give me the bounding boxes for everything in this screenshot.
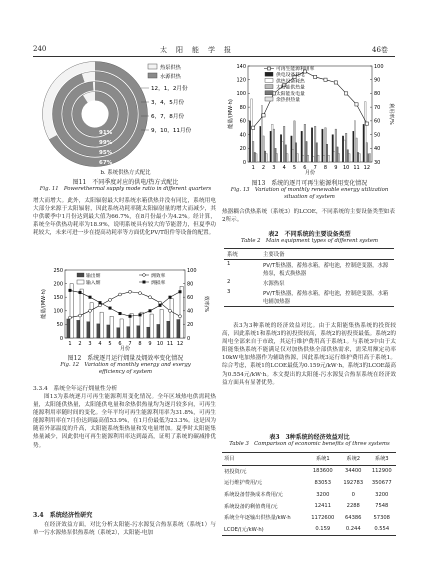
bar-3 bbox=[294, 121, 296, 162]
left-paragraph-1: 增大而增大。此外，太阳辐射最大时系统水箱供热并没有同比，系统用电大部分来源于太阳辐射，因此系统功耗率随太阳辐射量的增大而减少，其中供暖季中1月份达到最大值为66.7%，在8月份最小为4.2%。经计算，系统全年供热功耗率为18.9%，说明系统具有较大的节能潜力，但夏季功耗较大，未来可进一步在提高功耗率等方面优化PV/T组件等设备的配置。 bbox=[33, 198, 216, 237]
bar-1 bbox=[280, 135, 282, 162]
point-exergy-loss bbox=[99, 301, 102, 304]
legend-marker bbox=[143, 274, 146, 277]
bar-output-exergy bbox=[127, 327, 130, 338]
utilization-point bbox=[252, 126, 255, 129]
bar-output-exergy bbox=[177, 320, 180, 338]
y-tick-label: 40 bbox=[239, 132, 246, 139]
t3-cell: 0.554 bbox=[374, 526, 390, 533]
point-exergy-loss bbox=[79, 291, 82, 294]
bar-4 bbox=[306, 141, 308, 162]
x-tick-label: 10 bbox=[156, 341, 164, 347]
section-3-4: 3.4 系统经济性研究 bbox=[33, 512, 93, 519]
quarter-label: 6，7，8月份 bbox=[151, 114, 185, 120]
x-tick-label: 7 bbox=[128, 341, 132, 347]
point-exergy-eff bbox=[69, 316, 72, 319]
ring-heatpump-2 bbox=[83, 76, 95, 78]
bar-3 bbox=[325, 128, 327, 162]
y-tick-label: 250 bbox=[53, 267, 63, 274]
x-axis-title: 月份 bbox=[304, 170, 316, 176]
bar-output-exergy bbox=[107, 325, 110, 338]
percent-label: 99% bbox=[99, 140, 113, 146]
bar-2 bbox=[282, 141, 284, 162]
bar-output-exergy bbox=[77, 320, 80, 338]
left-paragraph-2: 图13为系统逐月可再生能源利用变化情况。全年区域热电供需耗热量，太阳能供热量，太阳能供电量和余热供热量均为逐月较多向，可再生能源利用率随时间的变化。全年平均可再生能源利用率为31.8%，可再生能源利用率在7月份达到最高值53.9%，在1月份最低为23.3%。这是因为随着外部温度的升高，太阳能系统集热量和发电量增加。夏季时太阳能集热量减少，因此供电可再生能源利用率达到最高，证明了系统的碳减排优势。 bbox=[33, 394, 216, 449]
fig11-pie-chart bbox=[33, 60, 213, 168]
y2-tick-label: 90 bbox=[374, 77, 381, 84]
y2-tick-label: 100 bbox=[187, 267, 197, 274]
bar-3 bbox=[304, 124, 306, 162]
y2-tick-label: 40 bbox=[374, 146, 381, 153]
t3-cell: 192783 bbox=[343, 479, 364, 486]
bar-4 bbox=[368, 154, 370, 162]
utilization-point bbox=[355, 103, 358, 106]
x-tick-label: 3 bbox=[88, 341, 92, 347]
t2-cell: PV/T集热器，蓄热水箱，蓄电池，控制逆变器，水箱电辅加热器 bbox=[263, 291, 389, 305]
bar-4 bbox=[316, 143, 318, 162]
point-exergy-loss bbox=[149, 309, 152, 312]
point-exergy-eff bbox=[149, 296, 152, 299]
y2-tick-label: 70 bbox=[374, 104, 381, 111]
page-number: 240 bbox=[33, 45, 47, 53]
t3-cell: 183600 bbox=[312, 468, 333, 475]
t2-cell: 3 bbox=[227, 289, 231, 295]
quarter-label: 3，4，5月份 bbox=[151, 100, 185, 106]
bar-1 bbox=[301, 131, 303, 162]
point-exergy-loss bbox=[179, 290, 182, 293]
t3-cell: 0 bbox=[351, 491, 355, 498]
x-tick-label: 6 bbox=[303, 165, 307, 171]
percent-label: 67% bbox=[99, 160, 113, 166]
x-tick-label: 1 bbox=[251, 165, 255, 171]
x-tick-label: 11 bbox=[353, 165, 360, 171]
y-tick-label: 0 bbox=[59, 335, 63, 342]
ring-watersource-4 bbox=[77, 96, 113, 132]
x-tick-label: 4 bbox=[98, 341, 102, 347]
table3-caption-en: Table 3 Comparison of economic benefits of three systems bbox=[229, 441, 390, 447]
t3-cell: 系统全年逐输出供热量/kW·h bbox=[224, 515, 291, 522]
y-tick-label: 140 bbox=[236, 63, 246, 70]
x-tick-label: 12 bbox=[176, 341, 184, 347]
legend-swatch bbox=[265, 97, 273, 101]
quarter-label: 12，1，2月份 bbox=[151, 86, 188, 92]
y2-tick-label: 50 bbox=[374, 132, 381, 139]
point-exergy-loss bbox=[109, 307, 112, 310]
fig13-caption-en: Fig. 13 Variation of monthly renewable energy utilization situation of system bbox=[230, 187, 389, 200]
t3-cell: 3200 bbox=[375, 491, 389, 498]
quarter-label: 9，10，11月份 bbox=[151, 128, 192, 134]
table2-caption-en: Table 2 Main equipment types of different system bbox=[240, 238, 379, 244]
bar-4 bbox=[285, 145, 287, 162]
y-tick-label: 0 bbox=[242, 159, 246, 166]
x-tick-label: 7 bbox=[313, 165, 317, 171]
legend-swatch bbox=[77, 280, 84, 284]
t2-cell: 2 bbox=[227, 279, 231, 285]
fig11-caption-cn: 图11 不同季度对应的供电/热方式配比 bbox=[72, 179, 179, 186]
bar-5 bbox=[266, 154, 268, 162]
percent-label: 95% bbox=[99, 150, 113, 156]
left-paragraph-3: 在经济效益方面，对比分析太阳能-污水源复合热泵系统（系统1）与单一污水源热泵供热系统（系统2），太阳能-电加 bbox=[33, 522, 216, 537]
y-tick-label: 150 bbox=[53, 295, 63, 301]
bar-input-exergy bbox=[170, 299, 173, 338]
point-exergy-eff bbox=[139, 292, 142, 295]
legend-label: 可再生能源利用率 bbox=[276, 67, 315, 72]
bar-2 bbox=[323, 156, 325, 162]
bar-5 bbox=[348, 154, 350, 162]
bar-1 bbox=[332, 135, 334, 162]
bar-input-exergy bbox=[120, 319, 123, 338]
t3-cell: 系统设备的剩值费用/元 bbox=[224, 503, 278, 510]
bar-1 bbox=[322, 129, 324, 162]
volume-label: 46卷 bbox=[372, 46, 388, 54]
t3-cell: 350677 bbox=[371, 479, 392, 486]
t3-head: 项目 bbox=[224, 456, 235, 463]
t2-cell: PV/T集热器，蓄热水箱，蓄电池，控制逆变器，水源热泵，板式换热器 bbox=[263, 263, 389, 277]
bar-5 bbox=[338, 154, 340, 162]
x-axis-title: 月份 bbox=[119, 346, 131, 352]
y-tick-label: 60 bbox=[239, 118, 246, 125]
bar-3 bbox=[314, 126, 316, 162]
bar-5 bbox=[369, 154, 371, 162]
x-tick-label: 5 bbox=[108, 341, 112, 347]
bar-1 bbox=[291, 136, 293, 162]
legend-label: 㶲效率 bbox=[151, 274, 166, 279]
bar-1 bbox=[363, 124, 365, 162]
bar-2 bbox=[272, 124, 274, 162]
y-tick-label: 100 bbox=[53, 308, 63, 315]
bar-output-exergy bbox=[97, 324, 100, 338]
bar-3 bbox=[273, 129, 275, 162]
fig11-rings bbox=[43, 62, 148, 167]
bar-output-exergy bbox=[137, 326, 140, 338]
x-tick-label: 10 bbox=[342, 165, 350, 171]
bar-output-exergy bbox=[87, 322, 90, 338]
bar-4 bbox=[275, 148, 277, 162]
point-exergy-loss bbox=[69, 289, 72, 292]
point-exergy-eff bbox=[159, 301, 162, 304]
x-tick-label: 9 bbox=[148, 341, 152, 347]
fig11-caption-en: Fig. 11 Powerethermal supply mode ratio in different quarters bbox=[39, 186, 212, 192]
fig12-caption-en-2: efficiency of system bbox=[99, 369, 152, 375]
bar-5 bbox=[359, 154, 361, 162]
bar-1 bbox=[260, 126, 262, 162]
bar-4 bbox=[264, 151, 266, 162]
t3-cell: 2288 bbox=[346, 503, 360, 510]
point-exergy-loss bbox=[129, 315, 132, 318]
bar-input-exergy bbox=[80, 289, 83, 338]
y2-tick-label: 100 bbox=[374, 63, 384, 70]
bar-2 bbox=[313, 157, 315, 162]
bar-4 bbox=[347, 150, 349, 162]
y2-tick-label: 80 bbox=[187, 281, 194, 288]
fig12-chart bbox=[33, 264, 218, 352]
x-tick-label: 2 bbox=[261, 165, 266, 171]
utilization-point bbox=[365, 122, 368, 125]
bar-5 bbox=[297, 154, 299, 162]
fig11-sub-label: b. 系统供热方式配比 bbox=[100, 170, 151, 176]
legend-swatch bbox=[265, 72, 273, 76]
legend-swatch bbox=[77, 273, 84, 277]
legend-swatch bbox=[265, 85, 273, 89]
t3-cell: 1172600 bbox=[311, 514, 335, 521]
t3-head: 系统3 bbox=[374, 456, 389, 463]
bar-output-exergy bbox=[167, 321, 170, 338]
legend-label-watersource: 水源供热 bbox=[160, 74, 181, 80]
t3-cell: 57308 bbox=[373, 514, 390, 521]
point-exergy-loss bbox=[89, 296, 92, 299]
t3-cell: 7548 bbox=[375, 503, 389, 510]
point-exergy-loss bbox=[119, 312, 122, 315]
utilization-point bbox=[345, 92, 348, 95]
bar-3 bbox=[263, 136, 265, 162]
point-exergy-loss bbox=[169, 296, 172, 299]
point-exergy-eff bbox=[99, 304, 102, 307]
bar-5 bbox=[328, 155, 330, 162]
bar-output-exergy bbox=[147, 327, 150, 338]
percent-label: 91% bbox=[99, 130, 113, 136]
x-tick-label: 4 bbox=[282, 165, 286, 171]
section-3-3-4: 3.3.4 系统全年运行㶲量性分析 bbox=[33, 386, 118, 392]
bar-2 bbox=[354, 121, 356, 162]
fig12-caption-en-1: Fig. 12 Variation of monthly energy and exergy bbox=[60, 362, 191, 368]
bar-5 bbox=[307, 155, 309, 162]
legend-swatch-watersource bbox=[148, 73, 157, 78]
fig13-caption-cn: 图13 系统的逐月可再生能源利用变化情况 bbox=[251, 180, 368, 187]
bar-output-exergy bbox=[157, 324, 160, 338]
legend-label: 供热设备耗热 bbox=[276, 79, 305, 85]
x-tick-label: 3 bbox=[272, 165, 276, 171]
bar-1 bbox=[270, 131, 272, 162]
bar-4 bbox=[326, 144, 328, 162]
legend-label: 太阳能供热量 bbox=[276, 85, 305, 91]
right-paragraph-1: 热器耦合供热系统（系统3）的LCOE，不同系统的主要设备类型如表2所示。 bbox=[222, 209, 395, 224]
bar-5 bbox=[255, 154, 257, 162]
y-tick-label: 100 bbox=[236, 91, 246, 98]
x-tick-label: 11 bbox=[166, 341, 174, 347]
x-tick-label: 5 bbox=[292, 165, 297, 171]
point-exergy-eff bbox=[129, 290, 132, 293]
point-exergy-loss bbox=[159, 304, 162, 307]
bar-4 bbox=[295, 143, 297, 162]
fig13-legend bbox=[264, 65, 315, 103]
point-exergy-eff bbox=[119, 293, 122, 296]
t2-cell: 1 bbox=[227, 261, 231, 267]
bar-3 bbox=[345, 133, 347, 162]
y2-tick-label: 0 bbox=[187, 335, 191, 342]
x-tick-label: 9 bbox=[334, 165, 338, 171]
y2-tick-label: 60 bbox=[374, 118, 381, 125]
point-exergy-eff bbox=[79, 314, 82, 317]
table2-caption-cn: 表2 不同系统的主要设备类型 bbox=[268, 231, 351, 238]
fig11-legend bbox=[148, 63, 182, 80]
t3-cell: 83053 bbox=[314, 479, 332, 486]
bar-input-exergy bbox=[160, 309, 163, 338]
legend-marker bbox=[268, 67, 271, 70]
bar-input-exergy bbox=[150, 314, 153, 338]
bar-input-exergy bbox=[110, 316, 113, 338]
y-axis-title: 能量/(MW·h) bbox=[228, 99, 234, 129]
bar-2 bbox=[292, 150, 294, 162]
x-tick-label: 12 bbox=[363, 165, 371, 171]
y2-tick-label: 40 bbox=[187, 308, 194, 315]
legend-label: 输入㶲 bbox=[86, 281, 101, 286]
y2-tick-label: 60 bbox=[187, 295, 194, 301]
fig12-legend bbox=[77, 272, 166, 286]
t3-cell: 0.244 bbox=[345, 526, 361, 533]
t3-cell: 0.159 bbox=[315, 526, 331, 533]
fig11-quarter-labels bbox=[141, 84, 192, 134]
bar-3 bbox=[366, 143, 368, 162]
bar-5 bbox=[276, 154, 278, 162]
t3-cell: 34400 bbox=[344, 468, 362, 475]
y-axis-title: 能量/(MW·h) bbox=[41, 289, 47, 319]
legend-label: 供电设备耗电 bbox=[276, 73, 305, 79]
legend-label: 输出㶲 bbox=[86, 274, 101, 279]
t3-cell: 初投资/元 bbox=[224, 468, 247, 475]
bar-3 bbox=[356, 138, 358, 162]
y-tick-label: 120 bbox=[236, 77, 246, 84]
bar-4 bbox=[254, 152, 256, 162]
bar-3 bbox=[335, 129, 337, 162]
t2-head-equipment: 主要设备 bbox=[263, 252, 285, 258]
t3-cell: 系统设备替换成本费用/元 bbox=[224, 492, 283, 499]
bar-1 bbox=[353, 131, 355, 162]
table-2 bbox=[224, 248, 394, 307]
bar-4 bbox=[357, 152, 359, 162]
header-rule bbox=[33, 56, 395, 57]
y2-tick-label: 20 bbox=[187, 322, 194, 329]
point-exergy-eff bbox=[109, 298, 112, 301]
ring-heatpump-4 bbox=[85, 96, 95, 99]
utilization-point bbox=[334, 81, 337, 84]
y-tick-label: 80 bbox=[239, 104, 246, 111]
journal-title: 太 阳 能 学 报 bbox=[160, 46, 232, 54]
t3-cell: 112900 bbox=[371, 468, 392, 475]
legend-label: 余热供热量 bbox=[276, 98, 300, 103]
legend-label: 㶲损率 bbox=[151, 281, 166, 286]
table-3 bbox=[222, 452, 396, 536]
bar-5 bbox=[286, 154, 288, 162]
bar-2 bbox=[334, 152, 336, 162]
y-tick-label: 200 bbox=[53, 281, 63, 288]
t3-head: 系统2 bbox=[346, 456, 361, 463]
bar-4 bbox=[337, 147, 339, 162]
t3-head: 系统1 bbox=[315, 456, 330, 463]
bar-1 bbox=[311, 128, 313, 162]
fig13-chart bbox=[224, 58, 396, 178]
bar-2 bbox=[365, 102, 367, 162]
bar-output-exergy bbox=[117, 328, 120, 338]
x-tick-label: 8 bbox=[323, 165, 328, 171]
bar-input-exergy bbox=[180, 286, 183, 338]
point-exergy-loss bbox=[139, 313, 142, 316]
t3-cell: LCOE/(元/kW·h) bbox=[224, 526, 264, 533]
t3-cell: 12411 bbox=[314, 503, 332, 510]
y2-tick-label: 80 bbox=[374, 91, 381, 98]
y-tick-label: 20 bbox=[239, 146, 246, 153]
x-tick-label: 8 bbox=[138, 341, 142, 347]
utilization-point bbox=[262, 114, 265, 117]
point-exergy-eff bbox=[89, 309, 92, 312]
utilization-point bbox=[314, 75, 317, 78]
t3-cell: 3200 bbox=[316, 491, 330, 498]
legend-label-heatpump: 热泵供热 bbox=[160, 65, 181, 71]
point-exergy-eff bbox=[169, 309, 172, 312]
right-paragraph-2: 表3为3种系统的经济效益对比。由于太阳能集热系统的投资较高，因此系统1和系统3的初投资较高，系统2的初投资最低。系统2的周电全部来自于市政，其运行维护费用高于系统1。与系统3中由于太阳能集热系统不能满足仅对加热供热全部供热需求，需采用额定功率10kW电加热器作为辅助热源，因此系统3运行维护费用高于系统1。综合考虑，系统1的LCOE最低为0.159元/kW·h，系统3的LCOE最高为0.554元/kW·h。本文提出的太阳能-污水源复合热泵系统在经济效益方面具有显著优势。 bbox=[222, 323, 396, 386]
y2-axis-title: 效率/% bbox=[203, 295, 209, 313]
bar-input-exergy bbox=[100, 312, 103, 338]
legend-label: 太阳能发电量 bbox=[276, 91, 305, 97]
legend-marker bbox=[143, 281, 146, 284]
table3-caption-cn: 表3 3种系统的经济效益对比 bbox=[269, 434, 350, 441]
bar-1 bbox=[342, 136, 344, 162]
fig12-caption-cn: 图12 系统逐月运行㶲量及㶲效率变化情况 bbox=[67, 355, 184, 362]
bar-2 bbox=[303, 155, 305, 162]
x-tick-label: 2 bbox=[78, 341, 82, 347]
bar-2 bbox=[251, 99, 253, 162]
y2-tick-label: 30 bbox=[374, 159, 381, 166]
point-exergy-eff bbox=[179, 315, 182, 318]
bar-input-exergy bbox=[90, 303, 93, 338]
legend-swatch bbox=[265, 78, 273, 82]
t2-cell: 水源热泵 bbox=[263, 281, 285, 287]
y2-axis-title: 利用率/% bbox=[388, 103, 394, 125]
utilization-point bbox=[324, 78, 327, 81]
x-tick-label: 6 bbox=[118, 341, 122, 347]
bar-3 bbox=[252, 141, 254, 162]
y-tick-label: 50 bbox=[56, 322, 63, 329]
bar-5 bbox=[317, 155, 319, 162]
t3-cell: 64386 bbox=[344, 514, 362, 521]
x-tick-label: 1 bbox=[68, 341, 72, 347]
bar-1 bbox=[249, 121, 251, 162]
t3-cell: 运行维护费用/元 bbox=[224, 480, 263, 487]
legend-swatch bbox=[265, 91, 273, 95]
legend-swatch-heatpump bbox=[148, 64, 157, 69]
t2-head-system: 系统 bbox=[227, 252, 238, 258]
bar-2 bbox=[344, 140, 346, 162]
bar-output-exergy bbox=[67, 319, 70, 338]
bar-3 bbox=[283, 126, 285, 162]
